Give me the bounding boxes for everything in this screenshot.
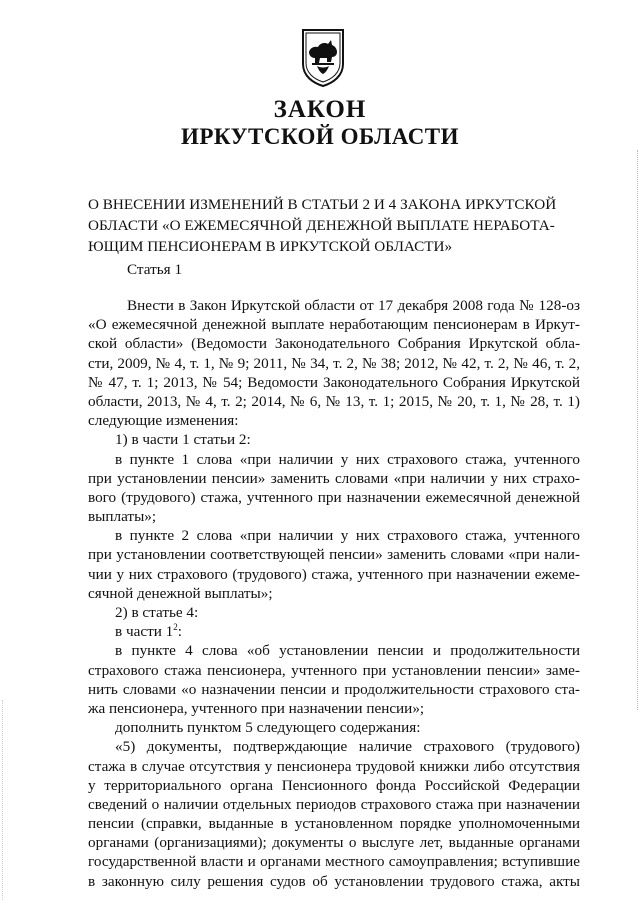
body-line: следующие изменения:: [88, 412, 239, 430]
body-line: стажа в случае отсутствия у пенсионера трудовой книжки либо отсутствия: [88, 757, 580, 775]
body-line: 1) в части 1 статьи 2:: [115, 431, 251, 449]
body-line: в законную силу решения судов об установлении трудового стажа, акты: [88, 872, 580, 890]
body-line: жа пенсионера, учтенного при назначении пенсии»;: [88, 699, 425, 717]
heading-line: ЮЩИМ ПЕНСИОНЕРАМ В ИРКУТСКОЙ ОБЛАСТИ»: [88, 238, 453, 255]
body-line: 2) в статье 4:: [115, 604, 199, 621]
body-line: выплаты»;: [88, 508, 157, 526]
body-line: «5) документы, подтверждающие наличие страхового (трудового): [115, 738, 580, 756]
law-heading: [88, 194, 588, 257]
body-line: при установлении пенсии» заменить словами «при наличии у них страхо-: [88, 469, 580, 487]
body-line: у территориального органа Пенсионного фонда Российской Федерации: [88, 776, 580, 794]
body-line: вого (трудового) стажа, учтенного при назначении ежемесячной денежной: [88, 488, 580, 506]
body-line: области, 2013, № 4, т. 2; 2014, № 6, № 13, т. 1; 2015, № 20, т. 1, № 28, т. 1): [88, 392, 580, 410]
body-line: дополнить пунктом 5 следующего содержания:: [115, 719, 421, 737]
body-line-with-superscript: [88, 622, 580, 641]
body-line: государственной власти и органами местного самоуправления; вступившие: [88, 853, 580, 871]
colon: :: [177, 623, 182, 641]
body-line: при установлении соответствующей пенсии» заменить словами «при нали-: [88, 546, 580, 564]
body-line: в пункте 2 слова «при наличии у них страхового стажа, учтенного: [115, 527, 580, 545]
heading-line: О ВНЕСЕНИИ ИЗМЕНЕНИЙ В СТАТЬИ 2 И 4 ЗАКОНА ИРКУТСКОЙ: [88, 196, 557, 213]
article-label: Статья 1: [127, 261, 183, 278]
body-line: страхового стажа пенсионера, учтенного при установлении пенсии» заме-: [88, 661, 580, 679]
body-line-text: в части 1: [115, 623, 174, 641]
body-line: сти, 2009, № 4, т. 1, № 9; 2011, № 34, т. 2, № 38; 2012, № 42, т. 2, № 46, т. 2,: [88, 354, 580, 372]
scan-margin-marks: [634, 150, 638, 710]
body-line: пенсии (справки, выданные в установленном порядке уполномоченными: [88, 815, 580, 833]
document-title: ЗАКОН: [273, 96, 367, 123]
scan-left-marks: [2, 700, 6, 900]
heading-line: ОБЛАСТИ «О ЕЖЕМЕСЯЧНОЙ ДЕНЕЖНОЙ ВЫПЛАТЕ НЕРАБОТА-: [88, 217, 555, 234]
body-line: в пункте 4 слова «об установлении пенсии и продолжительности: [115, 642, 580, 660]
body-line: № 47, т. 1; 2013, № 54; Ведомости Законодательного Собрания Иркутской: [88, 373, 580, 391]
body-line: органами (организациями); документы о выслуге лет, выданные органами: [88, 834, 580, 852]
body-line: сведений о наличии отдельных периодов страхового стажа при назначении: [88, 795, 580, 813]
body-line: нить словами «о назначении пенсии и продолжительности страхового ста-: [88, 680, 580, 698]
irkutsk-coat-of-arms-icon: [300, 28, 346, 88]
body-line: чии у них страхового (трудового) стажа, учтенного при назначении ежеме-: [88, 565, 580, 583]
body-line: в пункте 1 слова «при наличии у них страхового стажа, учтенного: [115, 450, 580, 468]
body-line: «О ежемесячной денежной выплате неработающим пенсионерам в Иркут-: [88, 316, 580, 334]
body-line: сячной денежной выплаты»;: [88, 584, 273, 602]
superscript: 2: [173, 622, 178, 633]
body-line: ской области» (Ведомости Законодательного Собрания Иркутской обла-: [88, 335, 580, 353]
document-subtitle: ИРКУТСКОЙ ОБЛАСТИ: [180, 124, 460, 149]
article-body: [88, 296, 580, 891]
body-line: Внести в Закон Иркутской области от 17 декабря 2008 года № 128-оз: [127, 297, 580, 314]
